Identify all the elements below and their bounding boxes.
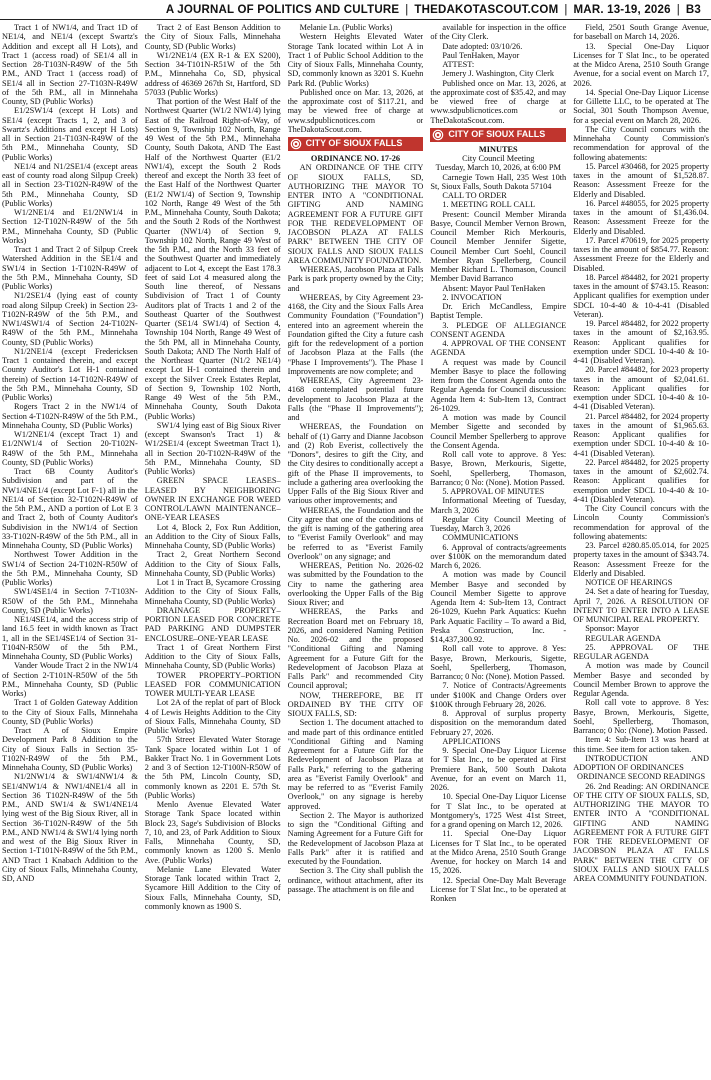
paragraph: available for inspection in the office of the City Clerk. <box>430 23 567 42</box>
paragraph: Rogers Tract 2 in the NW1/4 of Section 4-T102N-R49W of the 5th P.M., Minnehaha County, SD (Public Works) <box>2 402 138 430</box>
paragraph: MINUTES <box>478 144 518 154</box>
column-1 <box>2 23 138 1078</box>
banner-title: CITY OF SIOUX FALLS <box>305 138 403 149</box>
paragraph: Tract 2, Great Northern Second Addition to the City of Sioux Falls, Minnehaha County, SD (Public Works) <box>144 550 281 578</box>
paragraph: The City Council concurs with the Minnehaha County Commission's recommendation for approval of the following abatements: <box>573 124 709 162</box>
paragraph: E1/2SW1/4 (except H Lots) and SE1/4 (except Tracts 1, 2, and 3 of Swartz's Additions and except H Lots) all in Section 21-T103N-R49W of the 5th P.M., Minnehaha County, SD (Public Works) <box>2 106 138 162</box>
paragraph: 19. Parcel #84482, for 2022 property taxes in the amount of $2,163.95. Reason: Applicant qualifies for exemption under SDCL 10-4-40 & 10-4-41 (Disabled Veteran). <box>573 319 709 365</box>
paragraph: Tract 6B County Auditor's Subdivision and part of the NW1/4NE1/4 (except Lot F-1) all in the NE1/4 of Section 32-T102N-R49W of the 5th P.M., AND a portion of Lot E 3 and Tract 2, both of County Auditor's Subdivision in the NW1/4 of Section 33-T102N-R49W of the 5th P.M., all in Minnehaha County, SD (Public Works) <box>2 467 138 550</box>
paragraph: The City Council concurs with the Lincoln County Commission's recommendation for approval of the following abatements: <box>573 504 709 541</box>
paragraph: SW1/4 lying east of Big Sioux River (except Swanson's Tract 1) & W1/2SE1/4 (except Sweetman Tract 1), all in Section 20-T102N-R49W of the 5th P.M., Minnehaha County, SD (Public Works) <box>144 420 281 476</box>
paragraph: Tract A of Sioux Empire Development Park 8 Addition to the City of Sioux Falls in Section 35-T102N-R49W of the 5th P.M., Minnehaha County, SD (Public Works) <box>2 726 138 772</box>
paragraph: A motion was made by Council Member Basye and seconded by Council Member Brown to approve the Regular Agenda. <box>573 661 709 698</box>
paragraph: 25. APPROVAL OF THE REGULAR AGENDA <box>573 642 709 661</box>
paragraph: Western Heights Elevated Water Storage Tank located within Lot A in Tract 1 of Public School Addition to the City of Sioux Falls, Minnehaha County, SD, commonly known as 3201 S. Kuehn Park Rd. (Public Works) <box>287 32 424 88</box>
paragraph: Published once on Mar. 13, 2026, at the approximate cost of $117.21, and may be viewed free of charge at www.sdpublicnotices.com or TheDakotaScout.com. <box>287 87 424 134</box>
paragraph: Jemery J. Washington, City Clerk <box>442 69 555 79</box>
paragraph: Field, 2501 South Grange Avenue, for baseball on March 14, 2026. <box>573 23 709 42</box>
paragraph: ORDINANCE SECOND READINGS <box>577 772 706 782</box>
column-3 <box>288 23 424 1078</box>
paragraph: Absent: Mayor Paul TenHaken <box>442 283 546 293</box>
paragraph: WHEREAS, by City Agreement 23-4168, the City and the Sioux Falls Area Community Foundation ("Foundation") entered into an agreement wherein the Foundation gifted the City a future cash gift for the redevelopment of a portion of Jacobson Plaza at the Falls (the "Phase I Improvements"). The Phase I Improvements are now complete; and <box>287 292 424 376</box>
paragraph: Tract 2 of East Benson Addition to the City of Sioux Falls, Minnehaha County, SD (Public Works) <box>144 23 281 51</box>
column-2 <box>145 23 281 1078</box>
paragraph: 24. Set a date of hearing for Tuesday, April 7, 2026. A RESOLUTION OF INTENT TO ENTER INTO A LEASE OF MUNICIPAL REAL PROPERTY. <box>573 587 709 624</box>
paragraph: 18. Parcel #84482, for 2021 property taxes in the amount of $743.15. Reason: Applicant qualifies for exemption under SDCL 10-4-40 & 10-4-41 (Disabled Veteran). <box>573 272 709 319</box>
paragraph: DRAINAGE PROPERTY– PORTION LEASED FOR CONCRETE PAD PARKING AND DUMPSTER ENCLOSURE–ONE-YEAR LEASE <box>144 605 281 643</box>
paragraph: ATTEST: <box>442 60 475 69</box>
paragraph: NE1/4 and N1/2SE1/4 (except areas east of county road along Silpup Creek) all in Section 23-T102N-R49W of the 5th P.M., Minnehaha County, SD (Public Works) <box>2 161 138 208</box>
paragraph: 57th Street Elevated Water Storage Tank Space located within Lot 1 of Bakker Tract No. 1 in Government Lots 2 and 3 of Section 12-T100N-R50W of the 5th PM, Lincoln County, SD, commonly known as 2201 E. 57th St. (Public Works) <box>144 735 281 800</box>
paragraph: SW1/4SE1/4 in Section 7-T103N-R50W of the 5th P.M., Minnehaha County, SD (Public Works) <box>2 587 138 615</box>
paragraph: ORDINANCE NO. 17-26 <box>310 154 401 163</box>
paragraph: 15. Parcel #30468, for 2025 property taxes in the amount of $1,528.87. Reason: Assessment Freeze for the Elderly and Disabled. <box>573 161 709 199</box>
paragraph: That portion of the West Half of the Northwest Quarter (W1/2 NW1/4) lying East of the Railroad Right-of-Way, of Section 9, Township 102 North, Range 49 West of the 5th P.M., Minnehaha County, South Dakota, AND The East Half of the Northwest Quarter (E1/2 NW1/4), except the South 2 Rods thereof and except the North 33 feet of the East Half of the Northwest Quarter (E1/2 NW1/4) of Section 9, Township 102 North, Range 49 West of the 5th P.M., Minnehaha County, South Dakota; and the South 2 Rods of the Northwest Quarter (NW1/4) of Section 9, Township 102 North, Range 49 West of the 5th P.M., and the North 33 feet of the Southwest Quarter and immediately adjacent to Lot 4, except the East 178.3 feet of said Lot 4 measured along the South line thereof, of Nessans Subdivision of Tract 1 of County Auditors plat of Tracts 1 and 2 of the Southeast Quarter of the Southwest Quarter (SE1/4 SW1/4) of Section 4, Township 104 North, Range 49 West of the 5th PM, all in Minnehaha County, South Dakota; AND The North Half of the Northeast Quarter (N1/2 NE1/4) except Lot H-1 contained therein and except the Silver Creek Estates Replat, of Section 9, Township 102 North, Range 49 West of the 5th P.M., Minnehaha County, South Dakota (Public Works) <box>144 97 281 421</box>
paragraph: 16. Parcel #48055, for 2025 property taxes in the amount of $1,436.04. Reason: Assessment Freeze for the Elderly and Disabled. <box>573 198 709 236</box>
paragraph: 2. INVOCATION <box>442 292 502 302</box>
page-number: B3 <box>685 3 701 16</box>
paragraph: Carnegie Town Hall, 235 West 10th St, Sioux Falls, South Dakota 57104 <box>430 172 567 191</box>
paragraph: Present: Council Member Miranda Basye, Council Member Vernon Brown, Council Member Rich Merkouris, Council Member Jennifer Sigette, Council Member Curt Soehl, Council Member Ryan Spellerberg, Council Member Richard L. Thomason, Council Member David Barranco <box>430 209 567 284</box>
paragraph: 21. Parcel #84482, for 2024 property taxes in the amount of $1,965.63. Reason: Applicant qualifies for exemption under SDCL 10-4-40 & 10-4-41 (Disabled Veteran). <box>573 411 709 458</box>
paragraph: NOW, THEREFORE, BE IT ORDAINED BY THE CITY OF SIOUX FALLS, SD: <box>287 690 424 718</box>
paragraph: 11. Special One-Day Liquor Licenses for T Slat Inc., to be operated at the Midco Arena, 2510 South Grange Avenue, for hockey on March 14 and 15, 2026. <box>430 829 567 876</box>
paragraph: Section 2. The Mayor is authorized to sign the "Conditional Gifting and Naming Agreement for a Future Gift for the Redevelopment of Jacobson Plaza at Falls Park" after it is ratified and executed by the Foundation. <box>287 810 424 866</box>
paragraph: Tract 1 of NW1/4, and Tract 1D of NE1/4, and NE1/4 (except Swartz's Addition and except all H Lots), and Tract 1 (access road) of SE1/4 all in Section 28-T103N-R49W of the 5th P.M., AND Tract 1 (access road) of SE1/4 all in Section 27-T103N-R49W of the 5th P.M., all in Minnehaha County, SD (Public Works) <box>2 23 138 106</box>
paragraph: TOWER PROPERTY–PORTION LEASED FOR COMMUNICATION TOWER MULTI-YEAR LEASE <box>144 670 281 698</box>
paragraph: 17. Parcel #70619, for 2025 property taxes in the amount of $854.77. Reason: Assessment Freeze for the Elderly and Disabled. <box>573 235 709 273</box>
paragraph: Northwest Tower Addition in the SW1/4 of Section 24-T102N-R50W of the 5th P.M., Minnehaha County, SD (Public Works) <box>2 550 138 587</box>
paragraph: Sponsor: Mayor <box>585 624 639 634</box>
paragraph: NOTICE OF HEARINGS <box>585 578 673 587</box>
paragraph: Tract 1 of Great Northern First Addition to the City of Sioux Falls, Minnehaha County, SD (Public Works) <box>144 642 281 671</box>
column-4 <box>430 23 566 1078</box>
column-4-top <box>430 23 566 125</box>
paragraph: Melanie Ln. (Public Works) <box>299 23 393 32</box>
paragraph: AN ORDINANCE OF THE CITY OF SIOUX FALLS, SD, AUTHORIZING THE MAYOR TO ENTER INTO A "CONDITIONAL GIFTING AND NAMING AGREEMENT FOR A FUTURE GIFT FOR THE REDEVELOPMENT OF JACOBSON PLAZA AT FALLS PARK" BETWEEN THE CITY OF SIOUX FALLS AND SIOUX FALLS AREA COMMUNITY FOUNDATION. <box>287 163 424 265</box>
paragraph: CALL TO ORDER <box>442 191 507 200</box>
paragraph: Regular City Council Meeting of Tuesday, March 3, 2026 <box>430 514 567 533</box>
paragraph: WHEREAS, the Foundation and the City agree that one of the conditions of the gift is naming of the gathering area to "Everist Family Overlook" and may be referred to as "Everist Family Overlook" on any signage; and <box>287 505 424 561</box>
paragraph: A motion was made by Council Member Basye and seconded by Council Member Sigette to approve Agenda Item 4: Sub-Item 13, Contract 26-1029, Kuehn Park Aquatics: Kuehn Park Aquatic Facility – To award a Bid, Peska Construction, Inc. - $14,437,300.92. <box>430 570 567 644</box>
paragraph: 5. APPROVAL OF MINUTES <box>442 487 545 496</box>
paragraph: N1/2NE1/4 (except Fredericksen Tract 1 contained therein, and except County Auditor's Lot H-1 contained therein) of Section 14-T102N-R49W of the 5th P.M., Minnehaha County, SD (Public Works) <box>2 346 138 402</box>
paragraph: 12. Special One-Day Malt Beverage License for T Slat Inc., to be operated at Ronken <box>430 875 567 903</box>
header-divider: | <box>405 3 409 16</box>
paragraph: Roll call vote to approve. 8 Yes: Basye, Brown, Merkouris, Sigette, Soehl, Spellerberg, Thomason, Barranco; 0 No: (None). Motion Passed. <box>573 698 709 735</box>
paragraph: W1/2NE1/4 (except Tract 1) and E1/2NW1/4 of Section 20-T102N-R49W of the 5th P.M., Minnehaha County, SD (Public Works) <box>2 430 138 467</box>
paragraph: Tract 1 and Tract 2 of Silpup Creek Watershed Addition in the SE1/4 and SW1/4 in Section 1-T102N-R49W of the 5th P.M., Minnehaha County, SD (Public Works) <box>2 245 138 291</box>
paragraph: Menlo Avenue Elevated Water Storage Tank Space located within Block 23, Sage's Subdivision of Blocks 7, 10, and 23, of Park Addition to Sioux Falls, Minnehaha County, SD, commonly known as 1200 S. Menlo Ave. (Public Works) <box>144 800 281 865</box>
paragraph: INTRODUCTION AND ADOPTION OF ORDINANCES <box>573 753 709 772</box>
paragraph: Lot 2A of the replat of part of Block 4 of Lewis Heights Addition to the City of Sioux Falls, Minnehaha County, SD (Public Works) <box>144 698 281 735</box>
ordinance-17-26 <box>288 154 424 894</box>
paragraph: Section 1. The document attached to and made part of this ordinance entitled "Conditional Gifting and Naming Agreement for a Future Gift for the Redevelopment of Jacobson Plaza at Falls Park," referring to the gathering area as "Everist Family Overlook" and may be referred to as "Everist Family Overlook," on any signage is hereby approved. <box>287 718 424 811</box>
column-5 <box>573 23 709 1078</box>
paragraph: NE1/4SE1/4, and the access strip of land 16.5 feet in width known as Tract 1, all in the SE1/4SE1/4 of Section 31-T104N-R50W of the 5th P.M., Minnehaha County, SD (Public Works) <box>2 615 138 661</box>
paragraph: Roll call vote to approve. 8 Yes: Basye, Brown, Merkouris, Sigette, Soehl, Spellerberg, Thomason, Barranco; 0 No: (None). Motion Passed. <box>430 644 567 681</box>
paragraph: WHEREAS, the Parks and Recreation Board met on February 18, 2026, and considered Naming Petition No. 2026-02 and the proposed "Conditional Gifting and Naming Agreement for a Future Gift for the Redevelopment of Jacobson Plaza at Falls Park" and recommended City Council approval; <box>287 607 424 691</box>
notice-columns <box>2 23 709 1078</box>
banner-title: CITY OF SIOUX FALLS <box>448 129 546 140</box>
paragraph: 9. Special One-Day Liquor License for T Slat Inc., to be operated at First Premiere Bank, 500 South Dakota Avenue, for an event on March 11, 2026. <box>430 746 567 792</box>
paragraph: REGULAR AGENDA <box>585 633 662 643</box>
paragraph: Item 4: Sub-Item 13 was heard at this time. See item for action taken. <box>573 735 709 754</box>
paragraph: 13. Special One-Day Liquor Licenses for T Slat Inc., to be operated at the Midco Arena, 2510 South Grange Avenue, for a social event on March 17, 2026. <box>573 41 709 88</box>
paragraph: Vander Woude Tract 2 in the NW1/4 of Section 2-T101N-R50W of the 5th P.M., Minnehaha County, SD (Public Works) <box>2 661 138 698</box>
paragraph: 7. Notice of Contracts/Agreements under $100K and Change Orders over $100K through February 28, 2026. <box>430 681 567 709</box>
paragraph: 6. Approval of contracts/agreements over $100K on the memorandum dated March 6, 2026. <box>430 542 567 570</box>
issue-date: MAR. 13-19, 2026 <box>573 3 671 16</box>
paragraph: 14. Special One-Day Liquor License for Gillette LLC, to be operated at The Social, 301 South Thompson Avenue, for a special event on March 28, 2026. <box>573 87 709 125</box>
paragraph: Lot 1 in Tract B, Sycamore Crossing Addition to the City of Sioux Falls, Minnehaha County, SD (Public Works) <box>144 578 281 606</box>
paragraph: N1/2NW1/4 & SW1/4NW1/4 & SE1/4NW1/4 & NW1/4NE1/4 all in Section 36 T102N-R49W of the 5th P.M., AND SW1/4 & SW1/4NE1/4 lying west of the Big Sioux River, all in Section 36-T102N-R49W of the 5th P.M., AND NW1/4 & SW1/4 lying north and west of the Big Sioux River in Section 1-T101N-R49W of the 5th P.M., AND Tract 1 Knabach Addition to the City of Sioux Falls, Minnehaha County, SD, AND <box>2 772 138 883</box>
header-divider: | <box>676 3 680 16</box>
paragraph: Lot 4, Block 2, Fox Run Addition, an Addition to the City of Sioux Falls, Minnehaha County, SD (Public Works) <box>144 522 281 550</box>
paragraph: 23. Parcel #280.85.05.014, for 2025 property taxes in the amount of $343.74. Reason: Assessment Freeze for the Elderly and Disabled. <box>573 541 709 578</box>
paragraph: 4. APPROVAL OF THE CONSENT AGENDA <box>430 339 567 358</box>
paragraph: 10. Special One-Day Liquor License for T Slat Inc., to be operated at Montgomery's, 1725 West 41st Street, for a grand opening on March 12, 2026. <box>430 792 567 829</box>
paragraph: WHEREAS, City Agreement 23-4168 contemplated potential future development to Jacobson Plaza at the Falls (the "Phase II Improvements"); and <box>287 376 424 422</box>
paragraph: Informational Meeting of Tuesday, March 3, 2026 <box>430 496 567 515</box>
paragraph: N1/2SE1/4 (lying east of county road along Silpup Creek) in Section 23-T102N-R49W of the 5th P.M., and NW1/4SW1/4 of Section 24-T102N-R49W of the 5th P.M., Minnehaha County, SD (Public Works) <box>2 291 138 347</box>
page-header <box>0 0 711 20</box>
city-banner <box>288 137 424 151</box>
paragraph: WHEREAS, Jacobson Plaza at Falls Park is park property owned by the City; and <box>287 265 424 293</box>
paragraph: A request was made by Council Member Basye to place the following item from the Consent Agenda onto the Regular Agenda for Council discussion: Agenda Item 4: Sub-Item 13, Contract 26-1029. <box>430 357 567 413</box>
city-banner <box>430 128 566 142</box>
paragraph: Dr. Erich McCandless, Empire Baptist Temple. <box>430 302 567 321</box>
city-seal-icon <box>432 129 444 141</box>
paragraph: 26. 2nd Reading: AN ORDINANCE OF THE CITY OF SIOUX FALLS, SD, AUTHORIZING THE MAYOR TO ENTER INTO A "CONDITIONAL GIFTING AND NAMING AGREEMENT FOR A FUTURE GIFT FOR THE REDEVELOPMENT OF JACOBSON PLAZA AT FALLS PARK" BETWEEN THE CITY OF SIOUX FALLS AND SIOUX FALLS AREA COMMUNITY FOUNDATION. <box>573 781 709 883</box>
site-name: THEDAKOTASCOUT.COM <box>414 3 559 16</box>
paragraph: GREEN SPACE LEASES– LEASED BY NEIGHBORING OWNER IN EXCHANGE FOR WEED CONTROL/LAWN MAINTENANCE–ONE-YEAR LEASES <box>144 476 281 523</box>
city-seal-icon <box>290 138 302 150</box>
council-minutes <box>430 145 566 904</box>
paragraph: City Council Meeting <box>462 154 535 163</box>
paragraph: APPLICATIONS <box>442 736 501 746</box>
paragraph: 3. PLEDGE OF ALLEGIANCE CONSENT AGENDA <box>430 320 567 339</box>
section-title: A JOURNAL OF POLITICS AND CULTURE <box>165 3 400 16</box>
paragraph: Paul TenHaken, Mayor <box>442 50 520 60</box>
paragraph: 20. Parcel #84482, for 2023 property taxes in the amount of $2,041.61. Reason: Applicant qualifies for exemption under SDCL 10-4-40 & 10-4-41 (Disabled Veteran). <box>573 365 709 412</box>
paragraph: Roll call vote to approve. 8 Yes: Basye, Brown, Merkouris, Sigette, Soehl, Spellerberg, Thomason, Barranco; 0 No: (None). Motion Passed. <box>430 450 567 487</box>
paragraph: Tuesday, March 10, 2026, at 6:00 PM <box>435 163 561 173</box>
paragraph: Published once on Mar. 13, 2026, at the approximate cost of $35.42, and may be viewed free of charge at www.sdpublicnotices.com or TheDakotaScout.com. <box>430 78 567 125</box>
paragraph: COMMUNICATIONS <box>442 533 519 543</box>
paragraph: Date adopted: 03/10/26. <box>442 41 523 51</box>
paragraph: 8. Approval of surplus property disposition on the memorandum dated February 27, 2026. <box>430 709 567 737</box>
header-divider: | <box>564 3 568 16</box>
paragraph: 1. MEETING ROLL CALL <box>442 200 536 210</box>
paragraph: 22. Parcel #84482, for 2025 property taxes in the amount of $2,602.74. Reason: Applicant qualifies for exemption under SDCL 10-4-40 & 10-4-41 (Disabled Veteran). <box>573 457 709 504</box>
column-3-top <box>288 23 424 134</box>
paragraph: W1/2NE1/4 (EX R-1 & EX S200), Section 34-T101N-R51W of the 5th P.M., Minnehaha Co, SD, physical address of 46369 267th St, Hartford, SD 57033 (Public Works) <box>144 50 281 97</box>
paragraph: WHEREAS, Petition No. 2026-02 was submitted by the Foundation to the City to name the gathering area overlooking the Upper Falls of the Big Sioux River; and <box>287 561 424 607</box>
paragraph: Tract 1 of Golden Gateway Addition to the City of Sioux Falls, Minnehaha County, SD (Public Works) <box>2 698 138 726</box>
paragraph: W1/2NE1/4 and E1/2NW1/4 in Section 12-T102N-R49W of the 5th P.M., Minnehaha County, SD (Public Works) <box>2 208 138 245</box>
paragraph: Section 3. The City shall publish the ordinance, without attachment, after its passage. The attachment is on file and <box>287 866 424 894</box>
paragraph: Melanie Lane Elevated Water Storage Tank located within Tract 2, Sycamore Hill Addition to the City of Sioux Falls, Minnehaha County, SD, commonly known as 1900 S. <box>144 864 281 911</box>
paragraph: A motion was made by Council Member Sigette and seconded by Council Member Spellerberg to approve the Consent Agenda. <box>430 413 567 450</box>
paragraph: WHEREAS, the Foundation on behalf of (1) Garry and Dianne Jacobson and (2) Rob Everist, collectively the "Donors", desires to gift the City, and the City desires to conditionally accept a gift of the Phase II improvements, to include a gathering area overlooking the Upper Falls of the Big Sioux River and various other improvements; and <box>287 422 424 506</box>
